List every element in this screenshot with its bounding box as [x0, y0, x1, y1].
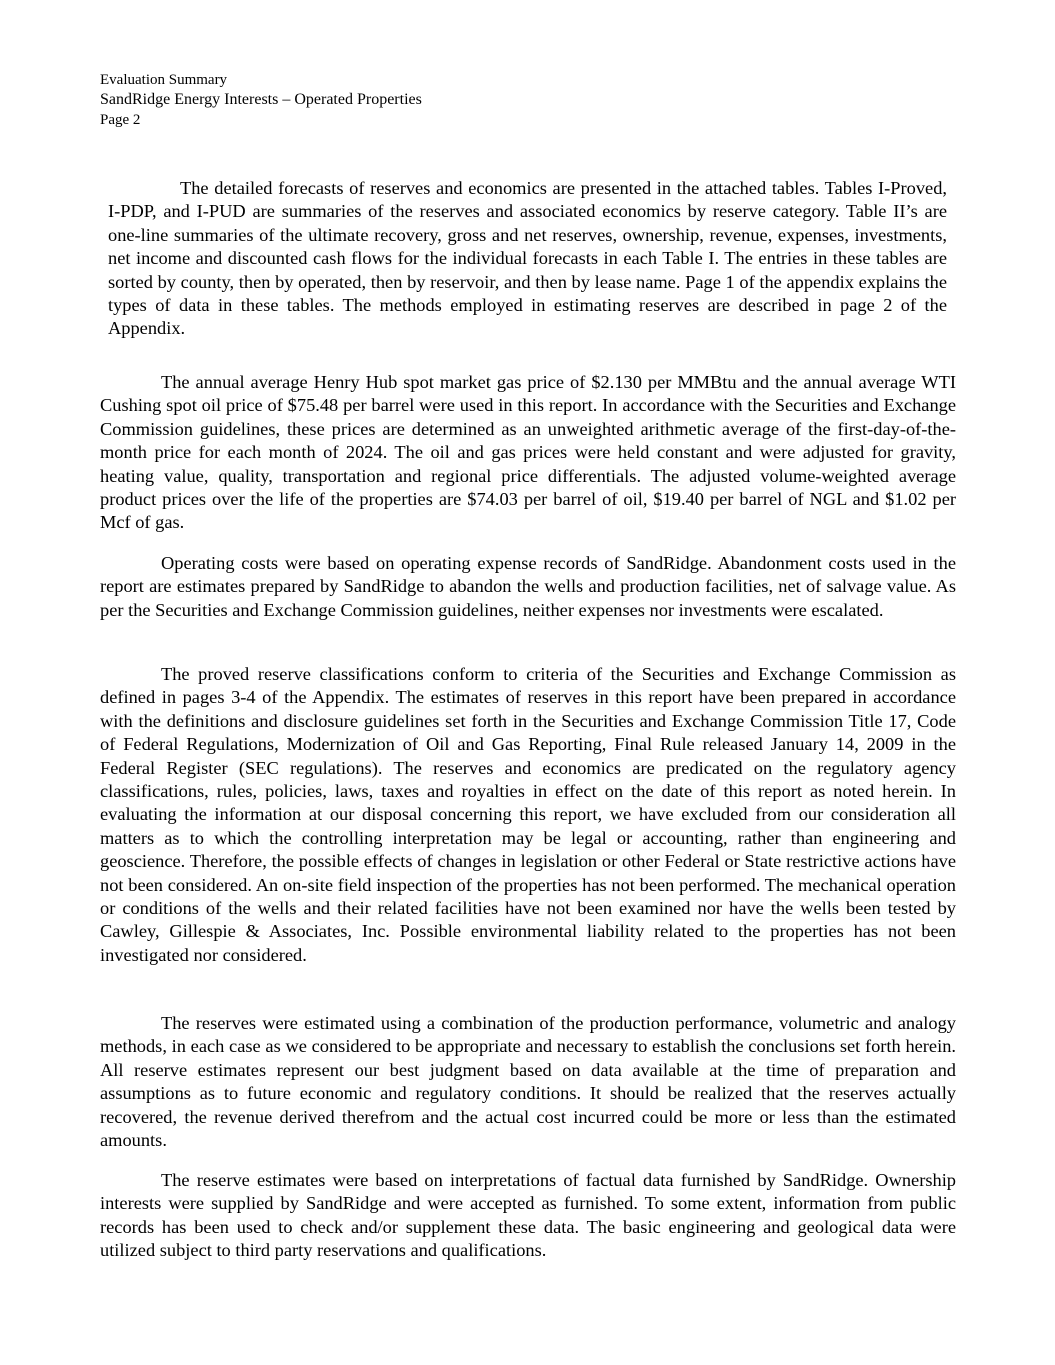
header-document-title: SandRidge Energy Interests – Operated Properties	[100, 91, 422, 108]
paragraph-pricing: The annual average Henry Hub spot market gas price of $2.130 per MMBtu and the annual average WTI Cushing spot oil price of $75.48 per barrel were used in this report. In accordance with the Securities and Exchange Commission guidelines, these prices are determined as an unweighted arithmetic average of the first-day-of-the-month price for each month of 2024. The oil and gas prices were held constant and were adjusted for gravity, heating value, quality, transportation and regional price differentials. The adjusted volume-weighted average product prices over the life of the properties are $74.03 per barrel of oil, $19.40 per barrel of NGL and $1.02 per Mcf of gas.	[100, 372, 956, 533]
header-page-number: Page 2	[100, 112, 141, 128]
page-header	[100, 70, 422, 130]
paragraph-reserve-classifications: The proved reserve classifications conform to criteria of the Securities and Exchange Commission as defined in pages 3-4 of the Appendix. The estimates of reserves in this report have been prepared in accordance with the definitions and disclosure guidelines set forth in the Securities and Exchange Commission Title 17, Code of Federal Regulations, Modernization of Oil and Gas Reporting, Final Rule released January 14, 2009 in the Federal Register (SEC regulations). The reserves and economics are predicated on the regulatory agency classifications, rules, policies, laws, taxes and royalties in effect on the date of this report as noted herein. In evaluating the information at our disposal concerning this report, we have excluded from our consideration all matters as to which the controlling interpretation may be legal or accounting, rather than engineering and geoscience. Therefore, the possible effects of changes in legislation or other Federal or State restrictive actions have not been considered. An on-site field inspection of the properties has not been performed. The mechanical operation or conditions of the wells and their related facilities have not been examined nor have the wells been tested by Cawley, Gillespie & Associates, Inc. Possible environmental liability related to the properties has not been investigated nor considered.	[100, 664, 956, 965]
header-document-type: Evaluation Summary	[100, 72, 228, 88]
paragraph-tables-overview: The detailed forecasts of reserves and economics are presented in the attached tables. Tables I-Proved, I-PDP, and I-PUD are summaries of the reserves and associated economics by reserve category. Table II’s are one-line summaries of the ultimate recovery, gross and net reserves, ownership, revenue, expenses, investments, net income and discounted cash flows for the individual forecasts in each Table I. The entries in these tables are sorted by county, then by operated, then by reservoir, and then by lease name. Page 1 of the appendix explains the types of data in these tables. The methods employed in estimating reserves are described in page 2 of the Appendix.	[108, 178, 947, 339]
paragraph-data-sources: The reserve estimates were based on interpretations of factual data furnished by SandRidge. Ownership interests were supplied by SandRidge and were accepted as furnished. To some extent, information from public records has been used to check and/or supplement these data. The basic engineering and geological data were utilized subject to third party reservations and qualifications.	[100, 1170, 956, 1261]
paragraph-estimation-methods: The reserves were estimated using a combination of the production performance, volumetric and analogy methods, in each case as we considered to be appropriate and necessary to establish the conclusions set forth herein. All reserve estimates represent our best judgment based on data available at the time of preparation and assumptions as to future economic and regulatory conditions. It should be realized that the reserves actually recovered, the revenue derived therefrom and the actual cost incurred could be more or less than the estimated amounts.	[100, 1013, 956, 1151]
paragraph-operating-costs: Operating costs were based on operating expense records of SandRidge. Abandonment costs used in the report are estimates prepared by SandRidge to abandon the wells and production facilities, net of salvage value. As per the Securities and Exchange Commission guidelines, neither expenses nor investments were escalated.	[100, 553, 956, 620]
